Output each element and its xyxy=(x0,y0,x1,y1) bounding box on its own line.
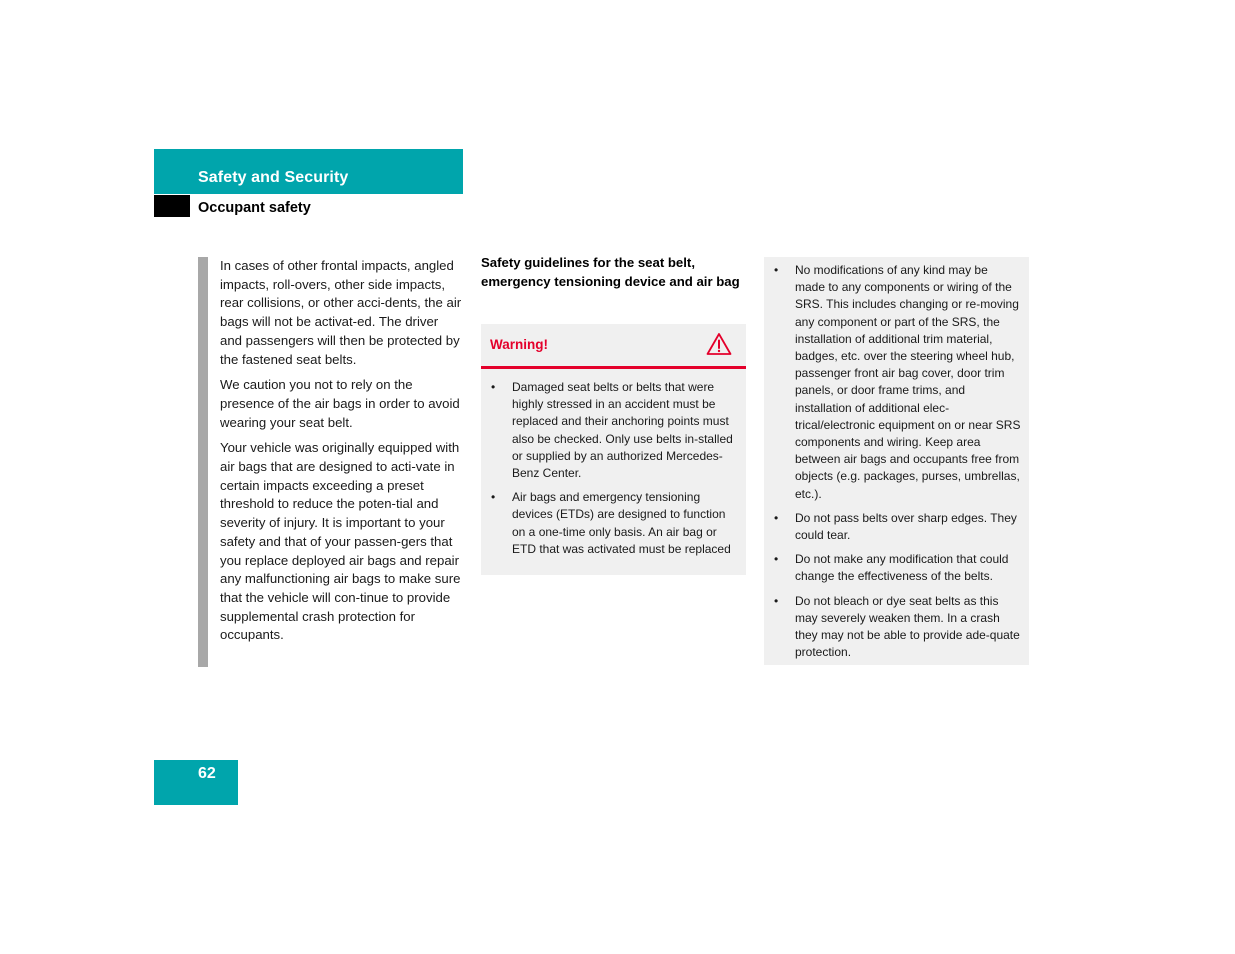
warning-list xyxy=(481,369,746,558)
list-item: • Damaged seat belts or belts that were highly stressed in an accident must be replaced and their anchoring points must also be checked. Only use belts in-stalled or supplied by an authorized Mercedes-Benz Center. xyxy=(481,379,738,482)
list-item: • Do not make any modification that could change the effectiveness of the belts. xyxy=(764,551,1021,585)
paragraph: Your vehicle was originally equipped with air bags that are designed to acti-vate in certain impacts exceeding a preset threshold to reduce the poten-tial and severity of injury. It is important to your safety and that of your passen-gers that you replace deployed air bags and repair any malfunctioning air bags to make sure that the vehicle will con-tinue to provide supplemental crash protection for occupants. xyxy=(220,440,461,643)
list-item: • No modifications of any kind may be made to any components or wiring of the SRS. This includes changing or re-moving any component or part of the SRS, the installation of additional trim material, badges, etc. over the steering wheel hub, passenger front air bag cover, door trim panels, or door frame trims, and installation of additional elec-trical/electronic equipment on or near SRS components and wiring. Keep area between air bags and occupants free from objects (e.g. packages, purses, umbrellas, etc.). xyxy=(764,262,1021,503)
page-number: 62 xyxy=(198,765,216,782)
warning-label: Warning! xyxy=(490,337,548,352)
left-text-column xyxy=(198,257,463,667)
guidelines-list xyxy=(764,262,1021,661)
page-number-tab xyxy=(154,760,238,805)
right-guidelines-panel xyxy=(764,257,1029,665)
subsection-marker xyxy=(154,195,190,217)
guidelines-heading: Safety guidelines for the seat belt, emergency tensioning device and air bag xyxy=(481,255,740,289)
list-item: • Air bags and emergency tensioning devices (ETDs) are designed to function on a one-time only basis. An air bag or ETD that was activated must be replaced xyxy=(481,489,738,558)
section-header-bar xyxy=(154,149,463,194)
warning-triangle-icon xyxy=(706,332,732,356)
warning-box xyxy=(481,324,746,575)
subsection-title: Occupant safety xyxy=(198,200,311,216)
warning-header xyxy=(481,324,746,369)
section-title: Safety and Security xyxy=(198,169,349,186)
paragraph: We caution you not to rely on the presence of the air bags in order to avoid wearing your seat belt. xyxy=(220,377,460,430)
list-item: • Do not pass belts over sharp edges. They could tear. xyxy=(764,510,1021,544)
list-item: • Do not bleach or dye seat belts as this may severely weaken them. In a crash they may not be able to provide ade-quate protection. xyxy=(764,593,1021,662)
paragraph: In cases of other frontal impacts, angled impacts, roll-overs, other side impacts, rear collisions, or other acci-dents, the air bags will not be activat-ed. The driver and passengers will then be protected by the fastened seat belts. xyxy=(220,258,462,367)
